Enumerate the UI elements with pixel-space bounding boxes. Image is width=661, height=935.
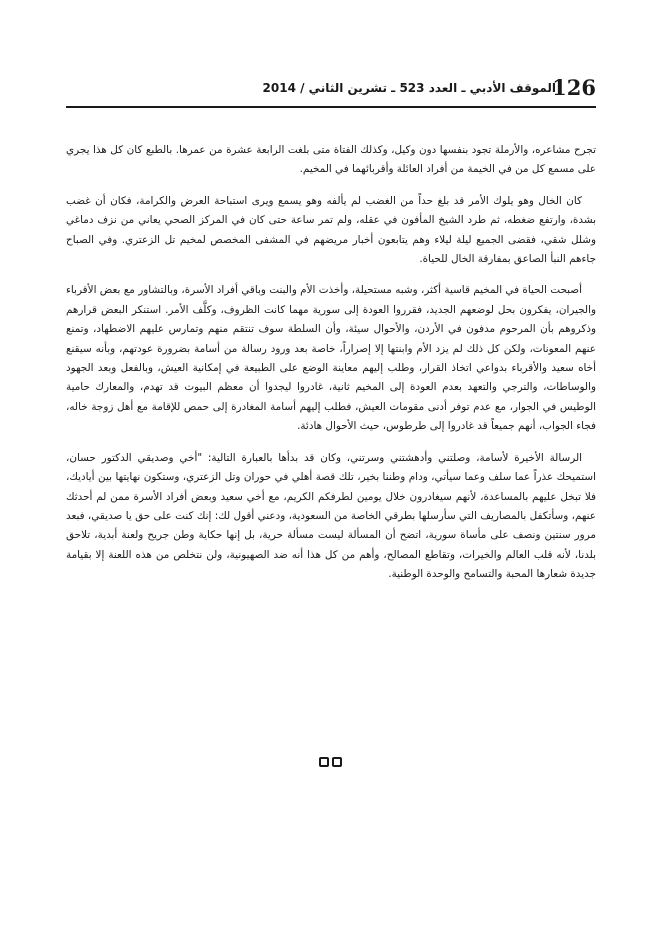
paragraph: أصبحت الحياة في المخيم قاسية أكثر، وشبه مستحيلة، وأخذت الأم والبنت وباقي أفراد الأسرة، وبالتشاور مع بعض الأقرباء والجيران، يفكرون بحل لوضعهم الجديد، فقرروا العودة إلى سورية مهما كانت الظروف، وكلَّف الأمر. استنكر البعض قرارهم وذكروهم بأن المرحوم مدفون في الأردن، والأحوال سيئة، وأن السلطة سوف تنتقم منهم وتمارس عليهم الاضطهاد، وتمنع عنهم المعونات، ولكن كل ذلك لم يزد الأم وابنتها إلا إصراراً، خاصة بعد ورود رسالة من أسامة بضرورة عودتهم، وبأنه سيقنع أخاه سعيد والأقرباء بدواعي اتخاذ القرار، وطلب إليهم معاينة الوضع على الطبيعة في إمكانية العيش، وبالفعل وبعد الجهود والوساطات، والترجي والتعهد بعدم العودة إلى المخيم ثانية، غادروا ليجدوا أن معظم البيوت قد تهدم، والمعارك حامية الوطيس في الجوار، مع عدم توفر أدنى مقومات العيش، فطلب إليهم أسامة المغادرة إلى حمص للإقامة مع أهل زوجة خاله، فجاء الجواب، أنهم جميعاً قد غادروا إلى طرطوس، حيث الأحوال هادئة.	[66, 284, 596, 433]
paragraph: تجرح مشاعره، والأرملة تجود بنفسها دون وكيل، وكذلك الفتاة متى بلغت الرابعة عشرة من عمرها. بالطبع كان كل هذا يجري على مسمع كل من في الخيمة من أفراد العائلة وأقربائهما في المخيم.	[66, 144, 596, 176]
page-number: 126	[552, 75, 596, 100]
article-body	[66, 141, 596, 597]
paragraph: كان الخال وهو يلوك الأمر قد بلغ حداً من الغضب لم يألفه وهو يسمع ويرى استباحة العرض والكرامة، فكان أن غضب بشدة، وارتفع ضغطه، ثم طرد الشيخ المأفون في عقله، ولم تمر ساعة حتى كان في المركز الصحي يعاني من نزف دماغي وشلل شقي، فقضى الجميع ليلة ليلاء وهم يتابعون أخبار مريضهم في المشفى المخصص لمخيم تل الزعتري. وفي الصباح جاءهم النبأ الصاعق بمفارقة الخال للحياة.	[66, 194, 596, 266]
end-square-icon	[319, 757, 329, 767]
paragraph: الرسالة الأخيرة لأسامة، وصلتني وأدهشتني وسرتني، وكان قد بدأها بالعبارة التالية: "أخي وصديقي الدكتور حسان، استميحك عذراً عما سلف وعما سيأتي، ودام وطننا بخير، تلك قصة أهلي في حوران وتل الزعتري، وستكون نهايتها بين أياديك، فلا تبخل عليهم بالمساعدة، لأنهم سيغادرون خلال يومين لطرفكم الكريم، مع أخي سعيد وبعض أفراد الأسرة ممن لم أحدثك عنهم، وسأتكفل بالمصاريف التي سأرسلها بطرقي الخاصة من السعودية، ودعني أقول لك: إنك كنت على حق يا صديقي، فبعد مرور سنتين ونصف على مأساة سورية، اتضح أن المسألة ليست مسألة حرية، بل إنها حكاية وطن جريح ولعنة أبدية، تلاحق بلدنا، لأنه قلب العالم والخيرات، وتقاطع المصالح، وأهم من كل هذا أنه ضد الصهيونية، ولن نتخلص من هذه اللعنة إلا بقيامة جديدة شعارها المحبة والتسامح والوحدة الوطنية.	[66, 451, 596, 581]
end-of-article-mark	[310, 757, 350, 771]
page-header	[66, 72, 596, 108]
running-head: الموقف الأدبي ـ العدد 523 ـ تشرين الثاني / 2014	[262, 81, 556, 95]
end-square-icon	[332, 757, 342, 767]
